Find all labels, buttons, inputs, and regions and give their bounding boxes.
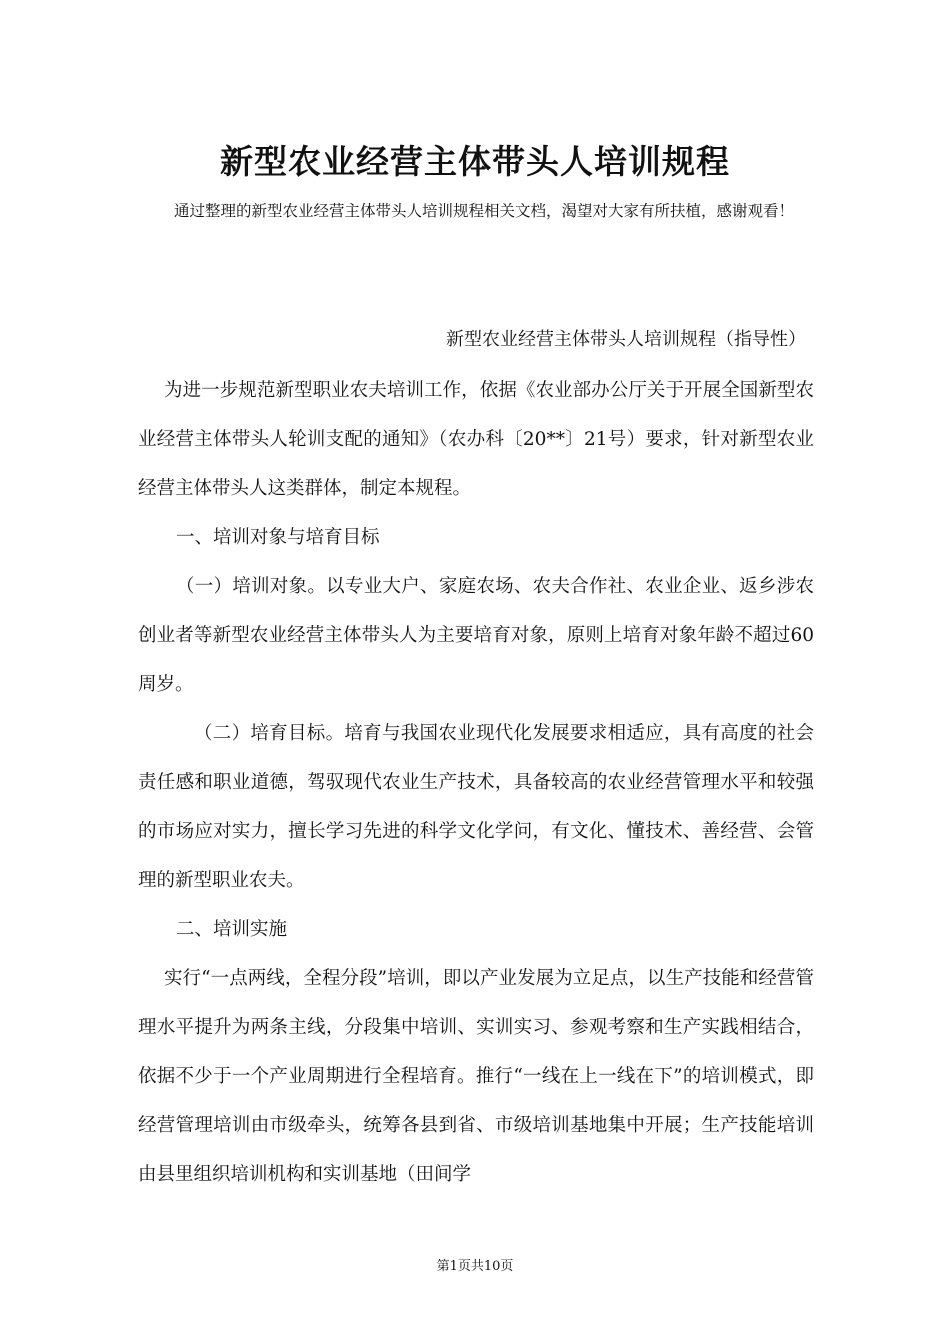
section-heading-2: 二、培训实施 <box>176 919 288 940</box>
document-title: 新型农业经营主体带头人培训规程 <box>220 142 730 181</box>
section-heading-1: 一、培训对象与培育目标 <box>176 527 380 548</box>
paragraph-training-target: （一）培训对象。以专业大户、家庭农场、农夫合作社、农业企业、返乡涉农创业者等新型农业经营主体带头人为主要培育对象，原则上培育对象年龄不超过60周岁。 <box>138 576 814 695</box>
document-subtitle: 新型农业经营主体带头人培训规程（指导性） <box>446 329 806 350</box>
document-body <box>138 366 814 1199</box>
page-footer: 第1页共10页 <box>436 1259 514 1274</box>
paragraph-training-goal: （二）培育目标。培育与我国农业现代化发展要求相适应，具有高度的社会责任感和职业道德，驾驭现代农业生产技术，具备较高的农业经营管理水平和较强的市场应对实力，擅长学习先进的科学文化学问，有文化、懂技术、善经营、会管理的新型职业农夫。 <box>138 723 814 891</box>
intro-text: 通过整理的新型农业经营主体带头人培训规程相关文档，渴望对大家有所扶植，感谢观看！ <box>174 202 795 220</box>
paragraph-implementation: 实行“一点两线，全程分段”培训，即以产业发展为立足点，以生产技能和经营管理水平提升为两条主线，分段集中培训、实训实习、参观考察和生产实践相结合，依据不少于一个产业周期进行全程培育。推行“一线在上一线在下”的培训模式，即经营管理培训由市级牵头，统筹各县到省、市级培训基地集中开展；生产技能培训由县里组织培训机构和实训基地（田间学 <box>138 968 814 1185</box>
paragraph-purpose: 为进一步规范新型职业农夫培训工作，依据《农业部办公厅关于开展全国新型农业经营主体带头人轮训支配的通知》（农办科〔20**〕21号）要求，针对新型农业经营主体带头人这类群体，制定本规程。 <box>138 380 814 499</box>
